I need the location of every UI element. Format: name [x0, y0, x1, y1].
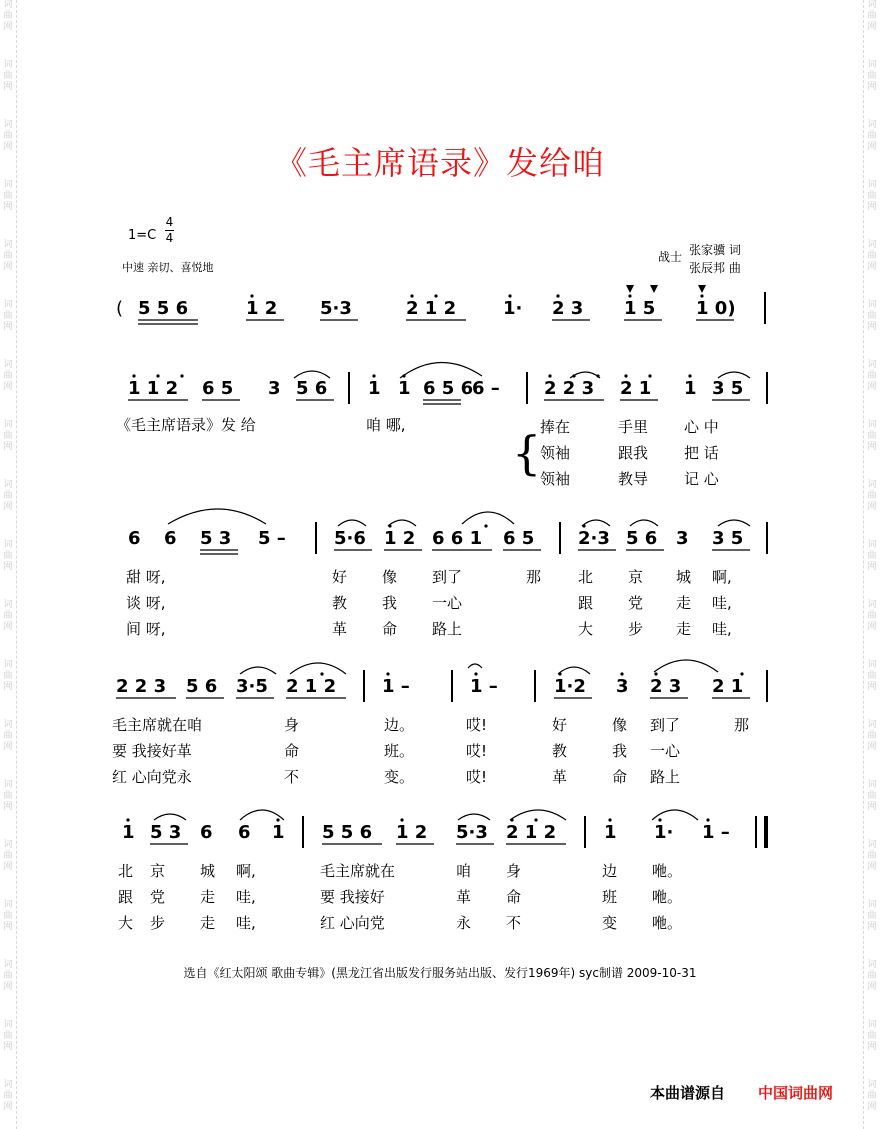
watermark-char: 曲: [867, 311, 877, 321]
lyric: 身: [284, 716, 300, 734]
note-group: 3: [268, 378, 281, 399]
watermark-char: 词: [867, 780, 877, 790]
watermark-char: 词: [867, 0, 877, 10]
note-group: 1: [398, 378, 411, 399]
watermark-char: 网: [867, 502, 877, 512]
lyric: 身: [506, 862, 522, 880]
watermark-char: 曲: [3, 1091, 13, 1101]
author-prefix: 战士: [658, 250, 683, 264]
note-group: 6: [164, 528, 177, 549]
lyric: 领袖: [540, 470, 571, 488]
lyric: 北: [578, 568, 594, 586]
lyric: 跟: [118, 888, 134, 906]
note-group: 3: [616, 676, 629, 697]
note-group: 1 2: [384, 528, 416, 549]
source-note: 选自《红太阳颂 歌曲专辑》(黑龙江省出版发行服务站出版、发行1969年) syc制谱 2009-10-31: [183, 966, 697, 980]
watermark-char: 网: [3, 802, 13, 812]
lyric: 像: [382, 568, 398, 586]
watermark-char: 网: [3, 562, 13, 572]
watermark-char: 曲: [3, 191, 13, 201]
tempo-marking: 中速 亲切、喜悦地: [122, 261, 214, 274]
note-group: 1 0): [696, 298, 736, 319]
watermark-char: 曲: [3, 131, 13, 141]
watermark-char: 词: [3, 360, 13, 370]
watermark-char: 词: [867, 960, 877, 970]
watermark-char: 曲: [867, 131, 877, 141]
note-group: 6: [128, 528, 141, 549]
lyric: 不: [506, 914, 522, 932]
watermark-char: 曲: [867, 1031, 877, 1041]
watermark-char: 网: [867, 682, 877, 692]
watermark-char: 网: [867, 742, 877, 752]
watermark-char: 曲: [867, 611, 877, 621]
note-group: (: [116, 298, 124, 319]
watermark-char: 网: [867, 922, 877, 932]
note-group: 2 1 2: [286, 676, 337, 697]
watermark-char: 词: [3, 540, 13, 550]
lyric: 哎!: [466, 768, 488, 786]
watermark-char: 曲: [3, 491, 13, 501]
lyric: 到了: [432, 568, 463, 586]
lyric: 啊,: [712, 568, 732, 586]
note-group: 2 2 3: [544, 378, 595, 399]
watermark-char: 词: [3, 840, 13, 850]
lyric: 红 心向党永: [112, 768, 192, 786]
watermark-char: 曲: [867, 431, 877, 441]
watermark-char: 网: [867, 82, 877, 92]
note-group: 6 –: [472, 378, 500, 399]
watermark-char: 网: [867, 202, 877, 212]
lyric: 咃。: [652, 888, 683, 906]
lyric: 边: [602, 862, 618, 880]
note-group: 1·: [503, 298, 523, 319]
note-group: 5·6: [334, 528, 366, 549]
lyric: 跟: [578, 594, 594, 612]
lyric: 走: [200, 888, 216, 906]
note-group: 1·2: [554, 676, 586, 697]
lyric: 哇,: [712, 620, 732, 638]
watermark-char: 曲: [3, 851, 13, 861]
watermark-char: 词: [3, 780, 13, 790]
watermark-char: 网: [867, 562, 877, 572]
lyric: 城: [200, 862, 216, 880]
watermark-char: 网: [3, 442, 13, 452]
note-group: 6: [200, 822, 213, 843]
watermark-char: 网: [867, 1042, 877, 1052]
lyric: 手里: [618, 418, 649, 436]
watermark-char: 词: [867, 1080, 877, 1090]
note-group: 2 1: [712, 676, 744, 697]
lyric: 命: [506, 888, 522, 906]
note-group: 1 –: [702, 822, 730, 843]
lyric: 走: [676, 594, 692, 612]
watermark-char: 网: [867, 1102, 877, 1112]
note-group: 1 5: [624, 298, 656, 319]
lyric: 步: [628, 620, 644, 638]
key-signature: 1=C: [128, 228, 157, 243]
note-group: 2 1: [620, 378, 652, 399]
watermark-char: 词: [3, 960, 13, 970]
lyric: 好: [552, 716, 568, 734]
lyric: 一心: [432, 594, 463, 612]
watermark-char: 词: [3, 660, 13, 670]
lyric: 我: [612, 742, 628, 760]
lyric: 命: [612, 768, 628, 786]
watermark-char: 网: [3, 22, 13, 32]
time-bottom: 4: [165, 231, 174, 245]
note-group: 5 6: [626, 528, 658, 549]
note-group: 5 3: [200, 528, 232, 549]
lyric: 咱: [456, 862, 472, 880]
watermark-char: 曲: [3, 671, 13, 681]
watermark-char: 曲: [3, 911, 13, 921]
footer-site-link[interactable]: 中国词曲网: [758, 1084, 834, 1102]
watermark-char: 词: [867, 900, 877, 910]
note-group: 5 3: [150, 822, 182, 843]
footer-label: 本曲谱源自: [650, 1084, 726, 1102]
watermark-char: 网: [867, 622, 877, 632]
note-group: 1: [368, 378, 381, 399]
note-group: 3 5: [712, 378, 744, 399]
watermark-char: 词: [867, 120, 877, 130]
watermark-char: 曲: [3, 1031, 13, 1041]
lyric: 走: [676, 620, 692, 638]
lyric: 革: [332, 620, 348, 638]
lyric: 城: [676, 568, 692, 586]
watermark-char: 网: [3, 742, 13, 752]
lyric: 要 我接好革: [112, 742, 192, 760]
watermark-char: 曲: [867, 791, 877, 801]
lyric: 那: [734, 716, 750, 734]
watermark-char: 词: [867, 840, 877, 850]
time-top: 4: [165, 215, 174, 229]
lyric: 变: [602, 914, 618, 932]
watermark-char: 网: [867, 322, 877, 332]
lyric: 甜 呀,: [126, 568, 166, 586]
lyric: 党: [150, 888, 166, 906]
lyric: 咃。: [652, 862, 683, 880]
watermark-char: 网: [3, 1102, 13, 1112]
lyric: 好: [332, 568, 348, 586]
lyric: 教: [552, 742, 568, 760]
lyric: 教: [332, 594, 348, 612]
note-group: 5·3: [456, 822, 488, 843]
note-group: 3: [676, 528, 689, 549]
lyric: 《毛主席语录》发 给: [116, 416, 256, 434]
note-group: 6 6 1: [432, 528, 483, 549]
watermark-char: 词: [3, 480, 13, 490]
watermark-char: 网: [3, 202, 13, 212]
watermark-char: 曲: [3, 971, 13, 981]
note-group: 6 5: [202, 378, 234, 399]
watermark-char: 网: [867, 862, 877, 872]
watermark-char: 词: [3, 1080, 13, 1090]
note-group: 2 2 3: [116, 676, 167, 697]
watermark-char: 词: [867, 720, 877, 730]
note-group: 2 3: [552, 298, 584, 319]
watermark-char: 网: [867, 142, 877, 152]
lyric: 哇,: [236, 888, 256, 906]
note-group: 1 1 2: [128, 378, 179, 399]
lyric: 跟我: [618, 444, 649, 462]
watermark-char: 词: [3, 240, 13, 250]
watermark-char: 词: [3, 420, 13, 430]
watermark-char: 曲: [867, 911, 877, 921]
lyric: 步: [150, 914, 166, 932]
lyric: 班。: [384, 742, 415, 760]
note-group: 1 2: [396, 822, 428, 843]
lyric: 大: [578, 620, 594, 638]
watermark-char: 曲: [3, 311, 13, 321]
lyric: 我: [382, 594, 398, 612]
note-group: 6 5: [503, 528, 535, 549]
lyric: 要 我接好: [320, 888, 385, 906]
note-group: 2 1 2: [506, 822, 557, 843]
watermark-char: 曲: [867, 971, 877, 981]
lyric: 京: [150, 862, 166, 880]
watermark-char: 词: [867, 660, 877, 670]
lyric: 那: [526, 568, 542, 586]
watermark-char: 曲: [3, 71, 13, 81]
lyric: 大: [118, 914, 134, 932]
note-group: 1: [684, 378, 697, 399]
lyric: 教导: [618, 470, 649, 488]
watermark-char: 词: [3, 300, 13, 310]
watermark-char: 词: [3, 60, 13, 70]
lyric: 到了: [650, 716, 681, 734]
watermark-char: 曲: [3, 611, 13, 621]
lyric: 把 话: [684, 444, 719, 462]
watermark-char: 曲: [3, 371, 13, 381]
lyric: 变。: [384, 768, 415, 786]
lyric: 捧在: [540, 418, 571, 436]
watermark-char: 词: [3, 120, 13, 130]
note-group: 5·3: [320, 298, 352, 319]
note-group: 5 –: [258, 528, 286, 549]
watermark-char: 曲: [867, 671, 877, 681]
lyric: 咱 哪,: [366, 416, 406, 434]
watermark-char: 词: [867, 420, 877, 430]
lyric: 红 心向党: [320, 914, 385, 932]
lyric: 北: [118, 862, 134, 880]
lyric: 命: [382, 620, 398, 638]
watermark-char: 曲: [867, 371, 877, 381]
note-group: 1 2: [246, 298, 278, 319]
lyric: 记 心: [684, 470, 719, 488]
watermark-char: 曲: [3, 251, 13, 261]
watermark-char: 词: [867, 1020, 877, 1030]
lyric: 党: [628, 594, 644, 612]
watermark-char: 网: [3, 622, 13, 632]
watermark-char: 词: [3, 900, 13, 910]
watermark-char: 网: [867, 22, 877, 32]
watermark-char: 曲: [867, 71, 877, 81]
lyric: 走: [200, 914, 216, 932]
note-group: 6 5 6: [423, 378, 474, 399]
lyricist-credit: 张家骥 词: [689, 243, 741, 257]
watermark-char: 词: [3, 180, 13, 190]
lyric: 心 中: [684, 418, 719, 436]
watermark-char: 网: [867, 442, 877, 452]
watermark-char: 曲: [867, 251, 877, 261]
lyric: 路上: [432, 620, 463, 638]
lyric: 革: [456, 888, 472, 906]
lyric: 革: [552, 768, 568, 786]
lyric: 哎!: [466, 742, 488, 760]
note-group: 6: [238, 822, 251, 843]
watermark-char: 词: [867, 60, 877, 70]
watermark-char: 词: [3, 720, 13, 730]
watermark-char: 曲: [3, 791, 13, 801]
note-group: 1: [604, 822, 617, 843]
watermark-char: 网: [3, 502, 13, 512]
lyric: 谈 呀,: [126, 594, 166, 612]
composer-credit: 张辰邦 曲: [689, 261, 741, 275]
watermark-char: 词: [867, 600, 877, 610]
watermark-char: 词: [867, 180, 877, 190]
lyric: 咃。: [652, 914, 683, 932]
page-title: 《毛主席语录》发给咱: [274, 144, 605, 182]
watermark-char: 词: [867, 540, 877, 550]
watermark-char: 网: [3, 862, 13, 872]
watermark-char: 网: [867, 262, 877, 272]
lyric: 领袖: [540, 444, 571, 462]
watermark-char: 曲: [867, 551, 877, 561]
lyric: 哎!: [466, 716, 488, 734]
watermark-char: 网: [3, 682, 13, 692]
watermark-char: 曲: [3, 11, 13, 21]
note-group: 2 3: [650, 676, 682, 697]
note-group: 5 5 6: [138, 298, 189, 319]
note-group: 1: [122, 822, 135, 843]
watermark-char: 网: [3, 382, 13, 392]
watermark-char: 网: [867, 982, 877, 992]
watermark-char: 词: [3, 0, 13, 10]
note-group: 1 –: [470, 676, 498, 697]
lyric: 间 呀,: [126, 620, 166, 638]
lyric: 命: [284, 742, 300, 760]
lyric: 哇,: [236, 914, 256, 932]
lyric: 不: [284, 768, 300, 786]
lyric: 哇,: [712, 594, 732, 612]
note-group: 2·3: [578, 528, 610, 549]
watermark-char: 网: [3, 262, 13, 272]
watermark-char: 曲: [3, 551, 13, 561]
note-group: 2 1 2: [406, 298, 457, 319]
watermark-char: 词: [867, 480, 877, 490]
watermark-char: 曲: [867, 491, 877, 501]
lyric: 毛主席就在: [320, 862, 396, 880]
note-group: 3·5: [236, 676, 268, 697]
lyric: 像: [612, 716, 628, 734]
verse-brace: {: [512, 426, 542, 480]
watermark-char: 网: [3, 1042, 13, 1052]
note-group: 5 6: [296, 378, 328, 399]
watermark-char: 曲: [867, 1091, 877, 1101]
watermark-char: 曲: [867, 191, 877, 201]
watermark-char: 词: [3, 1020, 13, 1030]
watermark-char: 网: [3, 922, 13, 932]
watermark-char: 曲: [867, 731, 877, 741]
lyric: 京: [628, 568, 644, 586]
note-group: 1·: [654, 822, 674, 843]
watermark-char: 词: [867, 360, 877, 370]
lyric: 永: [456, 914, 472, 932]
lyric: 边。: [384, 716, 415, 734]
watermark-char: 网: [3, 322, 13, 332]
watermark-char: 词: [3, 600, 13, 610]
lyric: 班: [602, 888, 618, 906]
watermark-char: 曲: [3, 731, 13, 741]
watermark-char: 曲: [867, 851, 877, 861]
note-group: 3 5: [712, 528, 744, 549]
watermark-char: 词: [867, 300, 877, 310]
watermark-char: 网: [867, 802, 877, 812]
lyric: 一心: [650, 742, 681, 760]
watermark-char: 词: [867, 240, 877, 250]
watermark-char: 网: [3, 142, 13, 152]
watermark-char: 网: [3, 82, 13, 92]
note-group: 5 6: [186, 676, 218, 697]
note-group: 5 5 6: [322, 822, 373, 843]
watermark-char: 曲: [3, 431, 13, 441]
watermark-char: 曲: [867, 11, 877, 21]
note-group: 1 –: [382, 676, 410, 697]
lyric: 路上: [650, 768, 681, 786]
lyric: 啊,: [236, 862, 256, 880]
lyric: 毛主席就在咱: [112, 716, 203, 734]
watermark-char: 网: [3, 982, 13, 992]
watermark-char: 网: [867, 382, 877, 392]
note-group: 1: [272, 822, 285, 843]
